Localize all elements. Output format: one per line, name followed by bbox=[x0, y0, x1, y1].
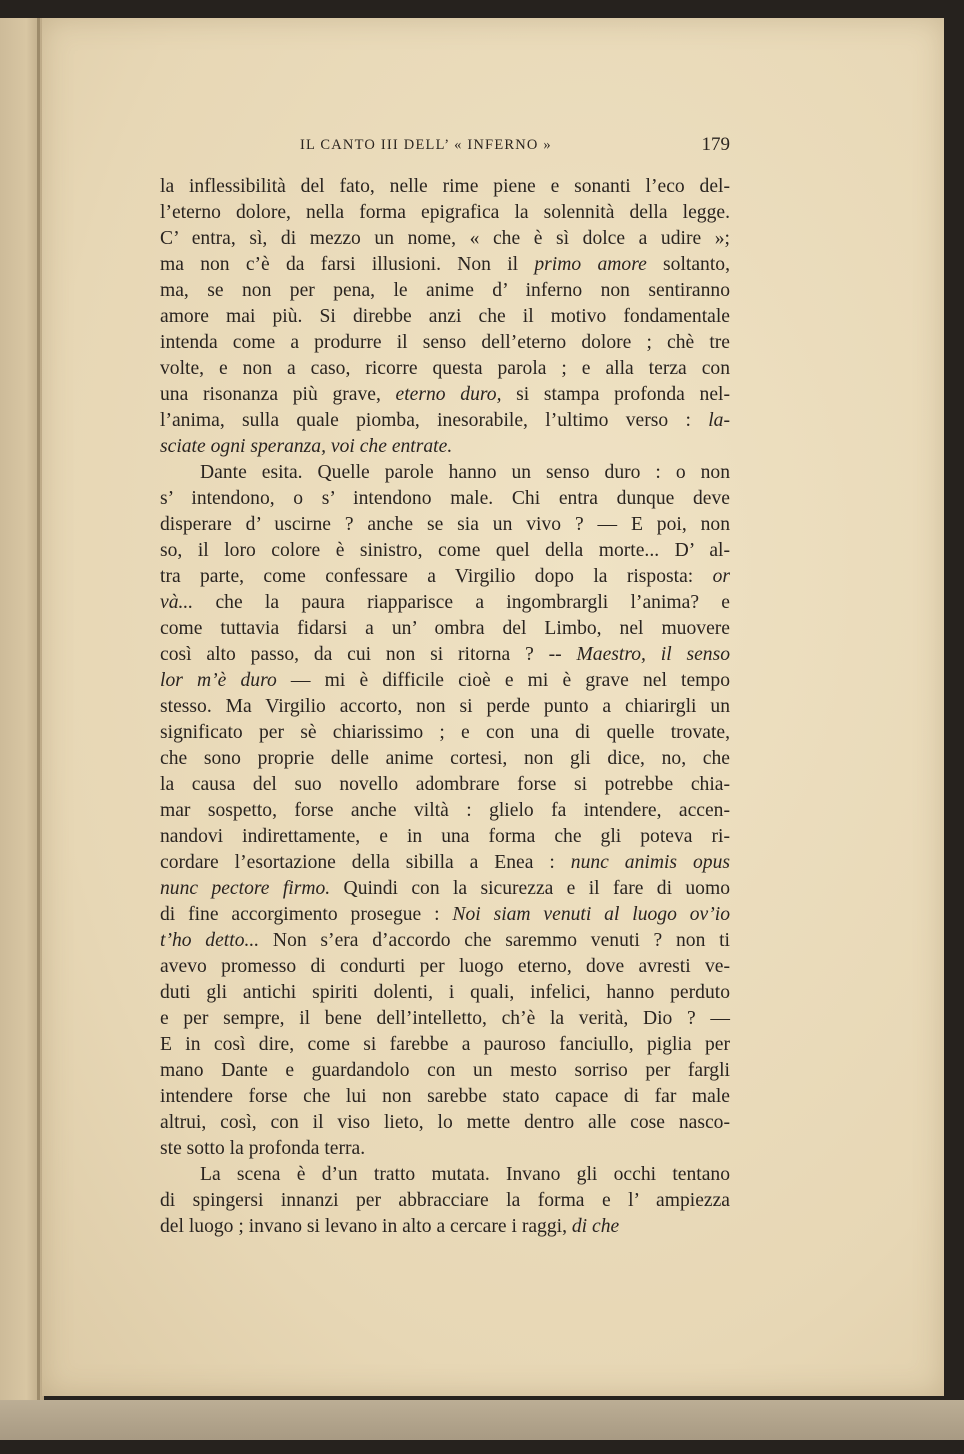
text-run: amore mai più. Si direbbe anzi che il motivo fondamentale bbox=[160, 306, 730, 327]
text-line bbox=[160, 252, 730, 278]
text-run: Dante esita. Quelle parole hanno un senso duro : o non bbox=[200, 462, 730, 483]
text-run: disperare d’ uscirne ? anche se sia un vivo ? — E poi, non bbox=[160, 514, 730, 535]
text-run: una risonanza più grave, bbox=[160, 384, 396, 405]
text-run: volte, e non a caso, ricorre questa parola ; e alla terza con bbox=[160, 358, 730, 379]
text-line bbox=[160, 356, 730, 382]
text-line bbox=[160, 408, 730, 434]
text-run: — mi è difficile cioè e mi è grave nel tempo bbox=[276, 670, 731, 691]
text-run: la causa del suo novello adombrare forse si potrebbe chia- bbox=[160, 774, 730, 795]
italic-text: và... bbox=[160, 592, 194, 613]
text-run: ma non c’è da farsi illusioni. Non il bbox=[160, 254, 535, 275]
italic-text: Maestro, il senso bbox=[576, 644, 730, 665]
text-run: soltanto, bbox=[646, 254, 730, 275]
text-run: so, il loro colore è sinistro, come quel della morte... D’ al- bbox=[160, 540, 730, 561]
running-head: IL CANTO III DELL’ « INFERNO » bbox=[300, 137, 552, 153]
text-line bbox=[160, 980, 730, 1006]
text-run: che sono proprie delle anime cortesi, non gli dice, no, che bbox=[160, 748, 730, 769]
text-line bbox=[160, 902, 730, 928]
text-run: l’eterno dolore, nella forma epigrafica la solennità della legge. bbox=[160, 202, 730, 223]
text-line bbox=[160, 460, 730, 486]
italic-text: primo amore bbox=[534, 254, 647, 275]
text-line bbox=[160, 954, 730, 980]
text-run: altrui, così, con il viso lieto, lo mette dentro alle cose nasco- bbox=[160, 1112, 730, 1133]
text-line bbox=[160, 1032, 730, 1058]
text-line bbox=[160, 1006, 730, 1032]
body-text bbox=[160, 174, 730, 1240]
italic-text: nunc pectore firmo. bbox=[160, 878, 331, 899]
text-line bbox=[160, 1214, 730, 1240]
page-header bbox=[300, 134, 730, 159]
italic-text: nunc animis opus bbox=[570, 852, 731, 873]
text-run: si stampa profonda nel- bbox=[501, 384, 730, 405]
text-run: Quindi con la sicurezza e il fare di uomo bbox=[330, 878, 730, 899]
text-line bbox=[160, 772, 730, 798]
text-line bbox=[160, 928, 730, 954]
book-gutter bbox=[37, 18, 40, 1408]
italic-text: la- bbox=[708, 410, 730, 431]
italic-text: t’ho detto... bbox=[160, 930, 260, 951]
text-run: e per sempre, il bene dell’intelletto, ch’è la verità, Dio ? — bbox=[160, 1008, 730, 1029]
italic-text: sciate ogni speranza, voi che entrate. bbox=[160, 436, 453, 457]
italic-text: or bbox=[712, 566, 730, 587]
text-line bbox=[160, 590, 730, 616]
text-run: s’ intendono, o s’ intendono male. Chi entra dunque deve bbox=[160, 488, 730, 509]
italic-text: di che bbox=[571, 1216, 620, 1237]
text-line bbox=[160, 720, 730, 746]
italic-text: Noi siam venuti al luogo ov’io bbox=[452, 904, 730, 925]
text-line bbox=[160, 798, 730, 824]
text-run: intenda come a produrre il senso dell’eterno dolore ; chè tre bbox=[160, 332, 730, 353]
text-run: così alto passo, da cui non si ritorna ? -- bbox=[160, 644, 577, 665]
page-number: 179 bbox=[701, 134, 730, 155]
text-run: mano Dante e guardandolo con un mesto sorriso per fargli bbox=[160, 1060, 730, 1081]
text-line bbox=[160, 434, 730, 460]
text-line bbox=[160, 304, 730, 330]
text-run: che la paura riapparisce a ingombrargli l’anima? e bbox=[193, 592, 730, 613]
text-line bbox=[160, 824, 730, 850]
text-line bbox=[160, 1058, 730, 1084]
text-line bbox=[160, 642, 730, 668]
text-run: avevo promesso di condurti per luogo eterno, dove avresti ve- bbox=[160, 956, 730, 977]
text-run: di fine accorgimento prosegue : bbox=[160, 904, 453, 925]
text-run: stesso. Ma Virgilio accorto, non si perde punto a chiarirgli un bbox=[160, 696, 730, 717]
text-line bbox=[160, 694, 730, 720]
text-run: del luogo ; invano si levano in alto a cercare i raggi, bbox=[160, 1216, 572, 1237]
text-line bbox=[160, 486, 730, 512]
text-run: E in così dire, come si farebbe a pauroso fanciullo, piglia per bbox=[160, 1034, 730, 1055]
text-run: duti gli antichi spiriti dolenti, i quali, infelici, hanno perduto bbox=[160, 982, 730, 1003]
text-line bbox=[160, 850, 730, 876]
text-line bbox=[160, 1162, 730, 1188]
text-line bbox=[160, 512, 730, 538]
text-line bbox=[160, 538, 730, 564]
text-line bbox=[160, 746, 730, 772]
text-line bbox=[160, 200, 730, 226]
text-run: C’ entra, sì, di mezzo un nome, « che è sì dolce a udire »; bbox=[160, 228, 730, 249]
bottom-page-edge bbox=[0, 1400, 964, 1440]
text-line bbox=[160, 876, 730, 902]
text-line bbox=[160, 382, 730, 408]
text-line bbox=[160, 668, 730, 694]
text-line bbox=[160, 1136, 730, 1162]
text-line bbox=[160, 330, 730, 356]
text-run: l’anima, sulla quale piomba, inesorabile, l’ultimo verso : bbox=[160, 410, 709, 431]
text-run: Non s’era d’accordo che saremmo venuti ? non ti bbox=[259, 930, 730, 951]
text-run: come tuttavia fidarsi a un’ ombra del Limbo, nel muovere bbox=[160, 618, 730, 639]
text-line bbox=[160, 1084, 730, 1110]
text-run: intendere forse che lui non sarebbe stato capace di far male bbox=[160, 1086, 730, 1107]
text-run: nandovi indirettamente, e in una forma che gli poteva ri- bbox=[160, 826, 730, 847]
text-run: di spingersi innanzi per abbracciare la forma e l’ ampiezza bbox=[160, 1190, 730, 1211]
text-line bbox=[160, 1110, 730, 1136]
text-run: ma, se non per pena, le anime d’ inferno non sentiranno bbox=[160, 280, 730, 301]
text-line bbox=[160, 278, 730, 304]
text-run: ste sotto la profonda terra. bbox=[160, 1138, 366, 1159]
italic-text: eterno duro, bbox=[395, 384, 502, 405]
text-run: significato per sè chiarissimo ; e con una di quelle trovate, bbox=[160, 722, 730, 743]
text-line bbox=[160, 1188, 730, 1214]
text-run: tra parte, come confessare a Virgilio dopo la risposta: bbox=[160, 566, 713, 587]
text-run: cordare l’esortazione della sibilla a Enea : bbox=[160, 852, 571, 873]
text-line bbox=[160, 564, 730, 590]
text-run: mar sospetto, forse anche viltà : glielo fa intendere, accen- bbox=[160, 800, 730, 821]
text-line bbox=[160, 174, 730, 200]
text-run: la inflessibilità del fato, nelle rime piene e sonanti l’eco del- bbox=[160, 176, 730, 197]
text-line bbox=[160, 616, 730, 642]
text-run: La scena è d’un tratto mutata. Invano gli occhi tentano bbox=[200, 1164, 730, 1185]
italic-text: lor m’è duro bbox=[160, 670, 277, 691]
text-line bbox=[160, 226, 730, 252]
